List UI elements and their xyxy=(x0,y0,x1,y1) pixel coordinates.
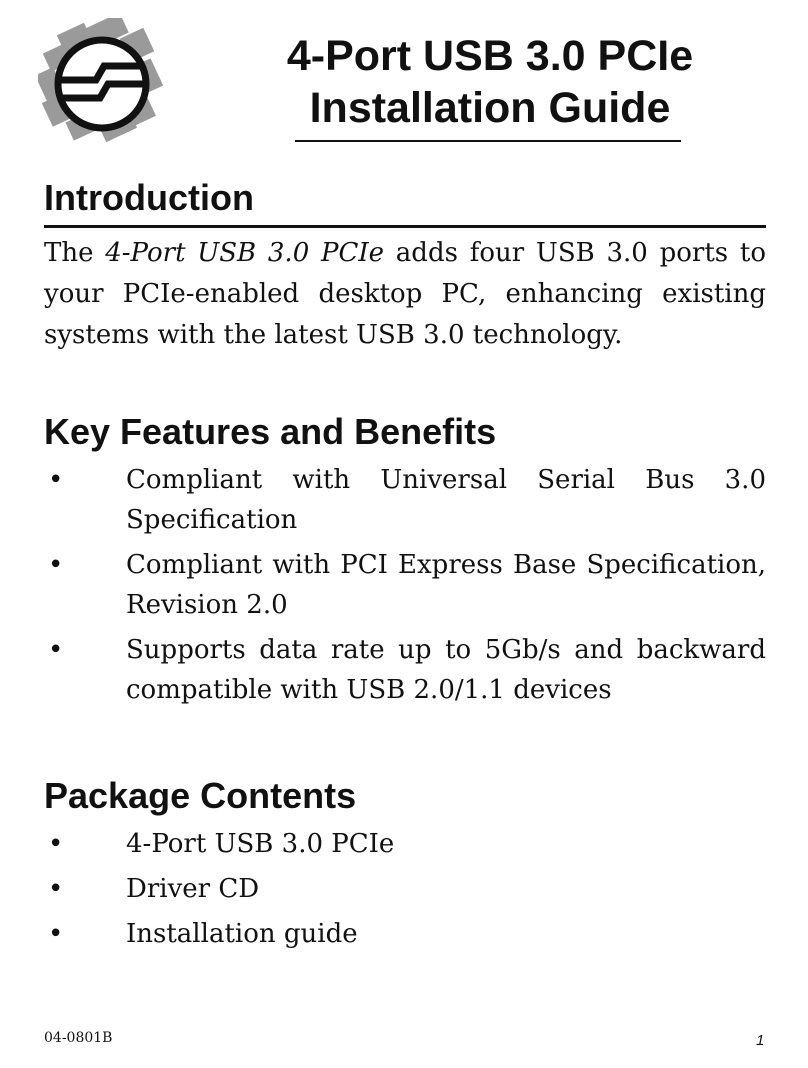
brand-logo xyxy=(38,18,166,142)
intro-text-after: adds four USB 3.0 ports to your PCIe-enabled desktop PC, enhancing existing systems with the latest USB 3.0 technology. xyxy=(44,238,766,350)
bullet-icon: • xyxy=(48,919,64,949)
bullet-icon: • xyxy=(48,550,64,580)
features-list xyxy=(44,460,766,715)
list-item xyxy=(44,630,766,710)
package-list xyxy=(44,824,766,959)
bullet-icon: • xyxy=(48,465,64,495)
package-item-text: Installation guide xyxy=(126,919,358,949)
intro-product-name: 4-Port USB 3.0 PCIe xyxy=(105,238,385,268)
introduction-heading: Introduction xyxy=(44,177,254,218)
list-item xyxy=(44,824,766,864)
page-number: 1 xyxy=(756,1032,765,1049)
feature-text: Compliant with Universal Serial Bus 3.0 Specification xyxy=(126,465,766,535)
title-line-2: Installation Guide xyxy=(309,84,671,132)
bullet-icon: • xyxy=(48,829,64,859)
intro-text-before: The xyxy=(44,238,106,268)
bullet-icon: • xyxy=(48,874,64,904)
package-heading: Package Contents xyxy=(44,775,357,816)
package-item-text: Driver CD xyxy=(126,874,260,904)
features-heading: Key Features and Benefits xyxy=(44,411,497,452)
title-line-1: 4-Port USB 3.0 PCIe xyxy=(286,32,694,80)
feature-text: Compliant with PCI Express Base Specification, Revision 2.0 xyxy=(126,550,766,620)
introduction-paragraph xyxy=(44,233,766,356)
list-item xyxy=(44,460,766,540)
package-item-text: 4-Port USB 3.0 PCIe xyxy=(126,829,395,859)
document-title xyxy=(260,30,720,134)
list-item xyxy=(44,869,766,909)
title-underline xyxy=(295,140,681,142)
feature-text: Supports data rate up to 5Gb/s and backward compatible with USB 2.0/1.1 devices xyxy=(126,635,766,705)
bullet-icon: • xyxy=(48,635,64,665)
list-item xyxy=(44,914,766,954)
document-code: 04-0801B xyxy=(44,1030,113,1046)
introduction-rule xyxy=(44,225,766,228)
list-item xyxy=(44,545,766,625)
